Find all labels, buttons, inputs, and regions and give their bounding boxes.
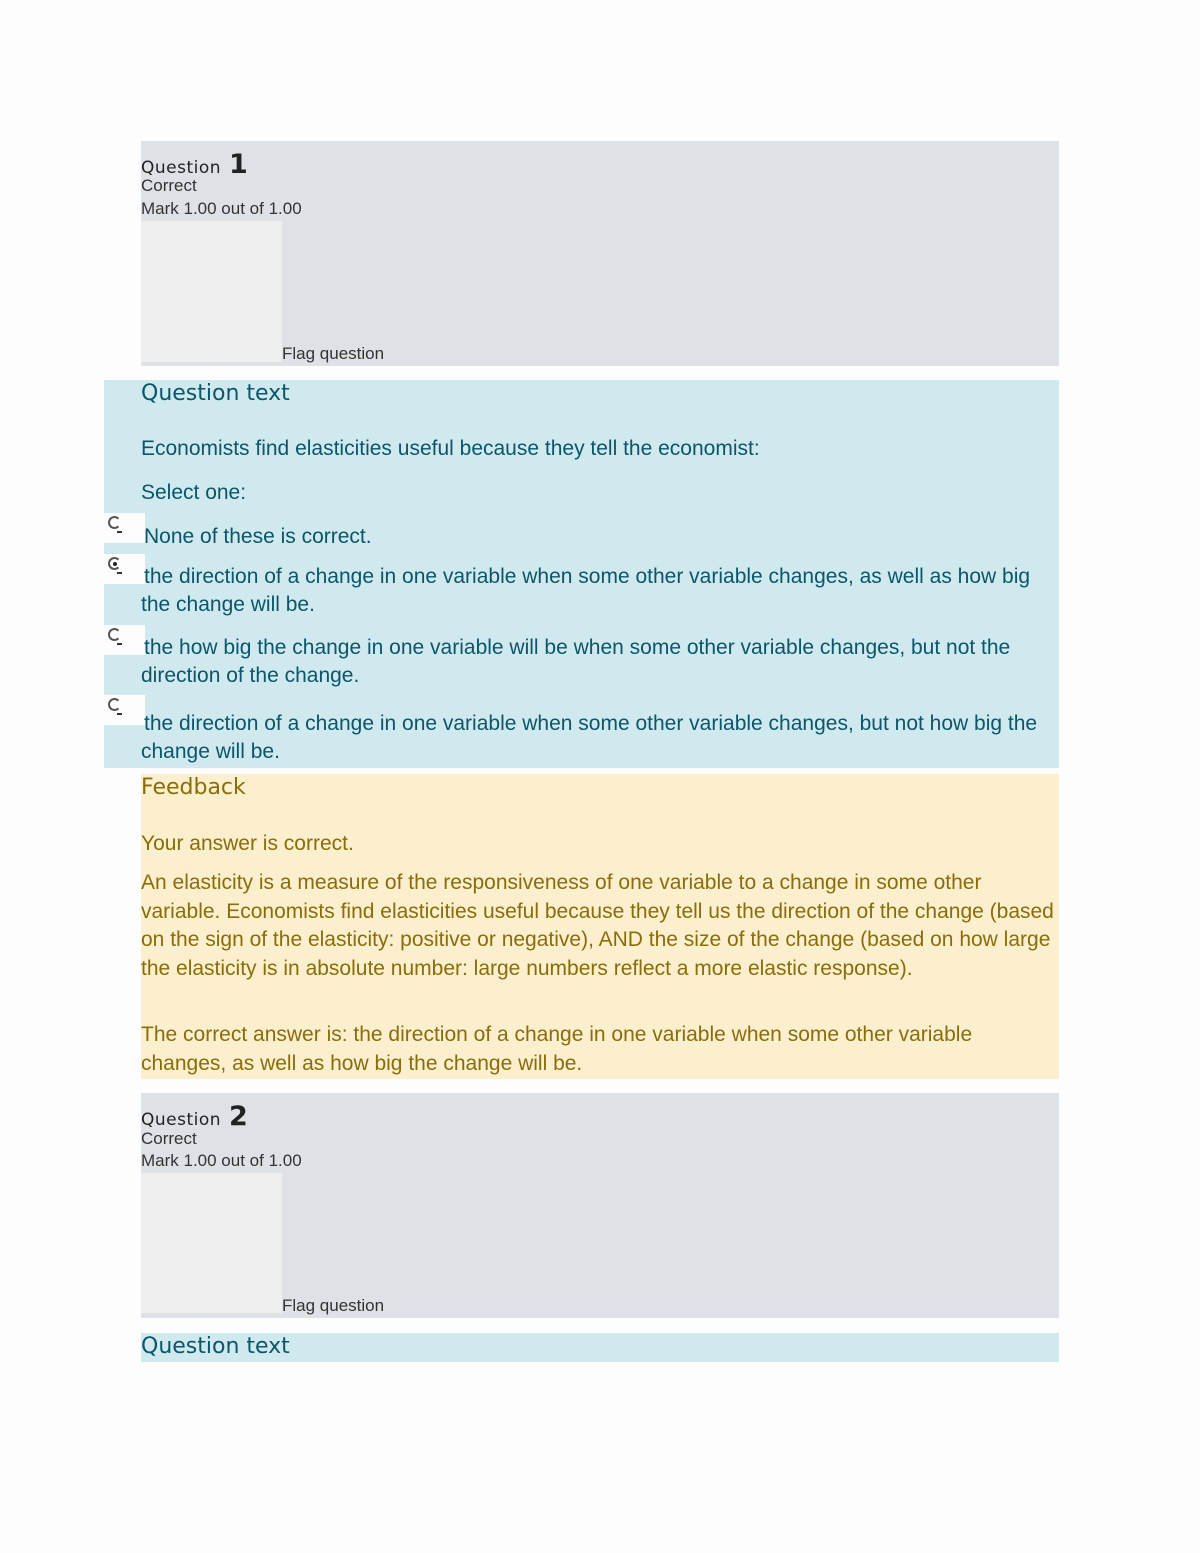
radio-button[interactable]	[104, 695, 145, 725]
question-2-formulation	[141, 1333, 1059, 1362]
question-1-feedback	[141, 774, 1059, 1079]
feedback-heading: Feedback	[141, 775, 246, 800]
question-1-formulation	[104, 380, 1059, 768]
answer-option-b[interactable]	[104, 554, 1059, 620]
radio-button-selected[interactable]	[104, 554, 145, 584]
question-grade: Mark 1.00 out of 1.00	[141, 1151, 302, 1170]
answer-option-a[interactable]	[104, 513, 1059, 555]
answer-option-c[interactable]	[104, 625, 1059, 691]
radio-checked-icon	[108, 557, 121, 570]
feedback-right-answer: The correct answer is: the direction of a change in one variable when some other variable changes, as well as how big the change will be.	[141, 1023, 973, 1075]
radio-icon	[108, 698, 121, 711]
feedback-explanation: An elasticity is a measure of the responsiveness of one variable to a change in some other variable. Economists find elasticities useful because they tell us the direction of the change (based on the sign of the elasticity: positive or negative), AND the size of the change (based on how large the elasticity is in absolute number: large numbers reflect a more elastic response).	[141, 871, 1054, 980]
question-number-value: 2	[228, 1101, 249, 1132]
question-text-heading: Question text	[141, 1334, 290, 1359]
radio-button[interactable]	[104, 513, 145, 543]
question-number	[141, 1101, 248, 1132]
question-2-info	[141, 1093, 1059, 1318]
radio-button[interactable]	[104, 625, 145, 655]
question-state: Correct	[141, 176, 197, 195]
answer-option-label: the direction of a change in one variable when some other variable changes, as well as how big the change will be.	[141, 565, 1031, 616]
flag-icon[interactable]	[141, 1173, 282, 1313]
question-grade: Mark 1.00 out of 1.00	[141, 199, 302, 218]
answer-option-label: the direction of a change in one variable when some other variable changes, but not how big the change will be.	[141, 712, 1038, 763]
question-text: Economists find elasticities useful because they tell the economist:	[141, 437, 760, 460]
answer-option-d[interactable]	[104, 695, 1059, 765]
radio-icon	[108, 516, 121, 529]
answer-option-label: the how big the change in one variable will be when some other variable changes, but not the direction of the change.	[141, 636, 1011, 687]
select-one-prompt: Select one:	[141, 481, 247, 504]
question-label: Question	[141, 1110, 222, 1130]
flag-question-link[interactable]: Flag question	[282, 1296, 385, 1315]
flag-icon[interactable]	[141, 221, 282, 362]
question-number-value: 1	[228, 149, 249, 180]
question-label: Question	[141, 158, 222, 178]
question-1-info	[141, 141, 1059, 366]
radio-icon	[108, 628, 121, 641]
question-state: Correct	[141, 1129, 197, 1148]
flag-question-link[interactable]: Flag question	[282, 344, 385, 363]
answer-option-label: None of these is correct.	[144, 525, 372, 548]
feedback-result: Your answer is correct.	[141, 832, 354, 855]
question-text-heading: Question text	[141, 381, 290, 406]
